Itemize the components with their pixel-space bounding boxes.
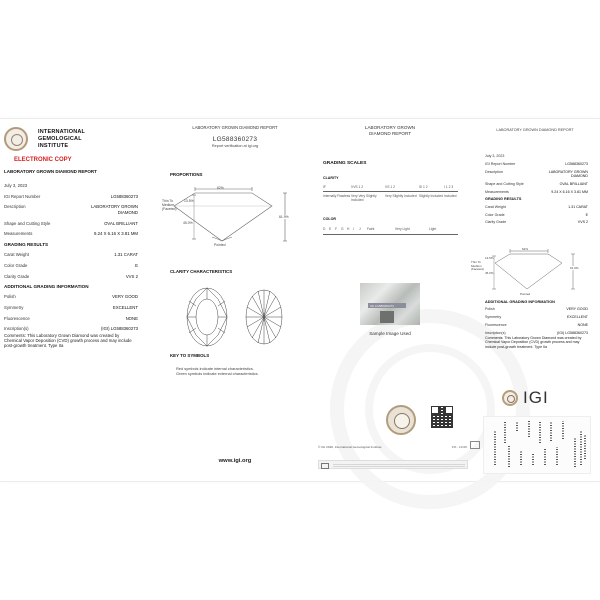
form-code: FO - 10.00 xyxy=(452,445,467,449)
additional-row: Inscription(s) (IGI) LG588360273 xyxy=(485,330,588,335)
detail-row: Shape and Cutting Style OVAL BRILLIANT xyxy=(485,181,588,186)
color-grades: D E F G H I J Faint Very Light Light xyxy=(323,227,437,231)
additional-row: Polish VERY GOOD xyxy=(485,307,588,312)
org-name: INTERNATIONAL GEMOLOGICAL INSTITUTE xyxy=(38,129,86,149)
grading-row: Color Grade E xyxy=(485,212,588,217)
additional-info xyxy=(485,300,588,349)
grading-row: Clarity Grade VVS 2 xyxy=(4,273,138,279)
stub-marker xyxy=(470,441,480,449)
grading-row: Color Grade E xyxy=(4,262,138,268)
key-to-symbols-heading: KEY TO SYMBOLS xyxy=(170,353,210,358)
detail-row: IGI Report Number LG588360273 xyxy=(485,161,588,166)
electronic-copy-label: ELECTRONIC COPY xyxy=(14,157,72,163)
grading-row: Carat Weight 1.31 CARAT xyxy=(4,252,138,258)
additional-row: Inscription(s) (IGI) LG588360273 xyxy=(4,326,138,332)
culet-label: Pointed xyxy=(520,292,531,296)
security-footer xyxy=(318,460,468,469)
table-percent: 62% xyxy=(522,247,529,251)
key-to-symbols-text: Red symbols indicate internal characteristics. Green symbols indicate external characteristics. xyxy=(176,366,259,376)
clarity-plot-diagram xyxy=(160,281,310,351)
crown-percent: 13.5% xyxy=(485,256,494,260)
additional-row: Fluorescence NONE xyxy=(485,322,588,327)
sample-image-caption: Sample Image Used xyxy=(369,331,411,336)
culet-label: Pointed xyxy=(214,243,226,247)
wallet-card-panel xyxy=(470,119,600,481)
clarity-scale-line xyxy=(323,191,458,192)
detail-row: Description LABORATORY GROWN DIAMOND xyxy=(485,169,588,178)
verification-note: Report verification at igi.org xyxy=(211,144,259,148)
comments: Comments: This Laboratory Grown Diamond was created by Chemical Vapor Deposition (CVD) growth process and may include post-growth treatment. Type IIa xyxy=(4,332,132,349)
website-link[interactable]: www.igi.org xyxy=(218,458,252,464)
comments: Comments: This Laboratory Grown Diamond was created by Chemical Vapor Deposition (CVD) growth process and may include post-growth treatment. Type IIa xyxy=(485,336,582,349)
table-percent: 62% xyxy=(217,186,224,190)
clarity-characteristics-heading: CLARITY CHARACTERISTICS xyxy=(170,269,233,274)
grading-row: Carat Weight 1.31 CARAT xyxy=(485,204,588,209)
qr-code-icon[interactable] xyxy=(431,406,453,428)
clarity-descriptions: Internally Flawless Very Very Slightly Included Very Slightly Included Slightly Included Included xyxy=(323,194,457,202)
grading-scales-panel xyxy=(310,119,470,481)
girdle-label: Thin To Medium (Faceted) xyxy=(471,260,484,272)
detail-row: Measurements 9.24 X 6.16 X 3.81 MM xyxy=(485,189,588,194)
summary-panel xyxy=(0,119,160,481)
igi-logo xyxy=(502,388,549,408)
additional-row: Polish VERY GOOD xyxy=(4,294,138,300)
additional-row: Fluorescence NONE xyxy=(4,315,138,321)
report-date: July 3, 2023 xyxy=(4,183,28,188)
clarity-grades: IF VVS 1 2 VS 1 2 SI 1 2 I 1 2 3 xyxy=(323,185,454,189)
grading-row: Clarity Grade VVS 2 xyxy=(485,220,588,225)
report-date: July 3, 2023 xyxy=(485,154,505,158)
igi-wordmark: IGI xyxy=(523,388,549,407)
additional-row: Symmetry EXCELLENT xyxy=(4,305,138,311)
girdle-label: Thin To Medium (Faceted) xyxy=(162,199,177,211)
copyright-text: © IGI 2020, International Gemological Institute xyxy=(318,445,382,449)
document-icon xyxy=(321,463,329,469)
igi-certificate xyxy=(0,118,600,482)
igi-seal-icon xyxy=(502,390,518,406)
report-header: LABORATORY GROWN DIAMOND REPORT xyxy=(192,125,278,130)
detail-row: Measurements 9.24 X 6.16 X 3.81 MM xyxy=(4,231,138,237)
igi-gold-seal-icon xyxy=(386,405,416,435)
igi-seal-icon xyxy=(4,127,28,151)
report-header: LABORATORY GROWN DIAMOND REPORT xyxy=(496,128,574,132)
color-scale-line xyxy=(323,234,458,235)
proportions-heading: PROPORTIONS xyxy=(170,172,203,177)
crown-percent: 13.5% xyxy=(184,199,194,203)
report-header: LABORATORY GROWN DIAMOND REPORT xyxy=(364,125,416,136)
pavilion-percent: 45.0% xyxy=(485,271,494,275)
grading-scales-heading: GRADING SCALES xyxy=(323,161,367,166)
depth-percent: 61.9% xyxy=(279,215,289,219)
igi-header xyxy=(4,127,85,151)
rotated-stub-details xyxy=(483,416,591,474)
sample-inscription-text: IGI LG588360273 xyxy=(370,303,394,308)
report-details xyxy=(4,183,138,349)
report-details xyxy=(485,154,588,228)
detail-row: Shape and Cutting Style OVAL BRILLIANT xyxy=(4,220,138,226)
additional-info-heading: ADDITIONAL GRADING INFORMATION xyxy=(4,284,89,290)
clarity-scale-heading: CLARITY xyxy=(323,176,339,180)
detail-row: Description LABORATORY GROWN DIAMOND xyxy=(4,204,138,215)
additional-info-heading: ADDITIONAL GRADING INFORMATION xyxy=(485,300,555,304)
depth-percent: 61.9% xyxy=(570,266,579,270)
fine-print xyxy=(333,463,465,467)
additional-row: Symmetry EXCELLENT xyxy=(485,315,588,320)
report-number: LG588360273 xyxy=(212,136,258,143)
color-scale-heading: COLOR xyxy=(323,217,336,221)
proportions-panel xyxy=(160,119,310,481)
grading-results-heading: GRADING RESULTS xyxy=(485,197,522,202)
report-title: LABORATORY GROWN DIAMOND REPORT xyxy=(4,169,97,174)
grading-results-heading: GRADING RESULTS xyxy=(4,241,49,247)
sample-inscription-image xyxy=(360,283,420,325)
pavilion-percent: 45.0% xyxy=(183,221,193,225)
detail-row: IGI Report Number LG588360273 xyxy=(4,193,138,199)
